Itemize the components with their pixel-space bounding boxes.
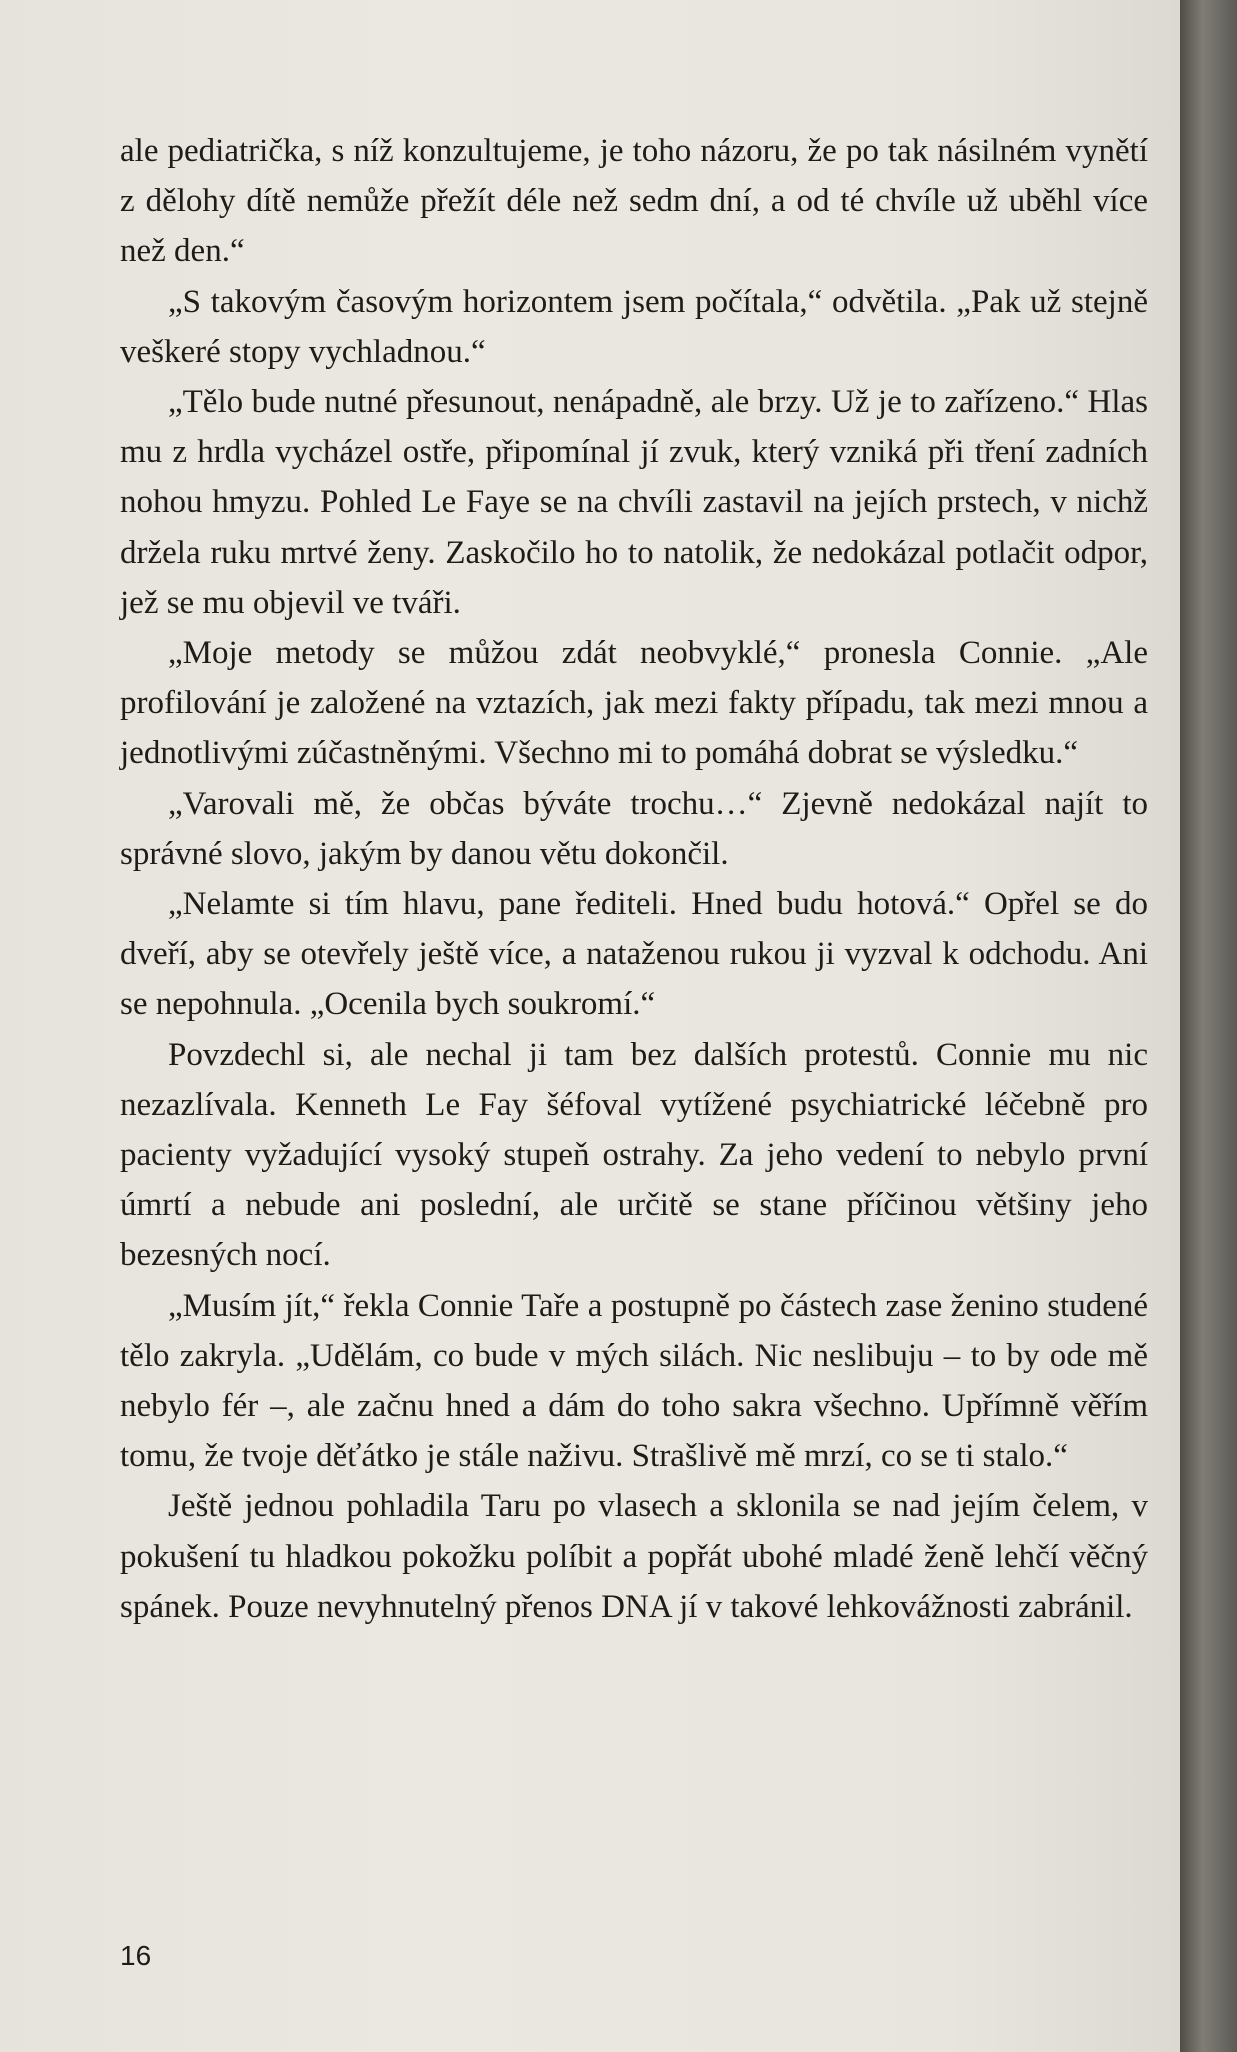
paragraph: Ještě jednou pohladila Taru po vlasech a sklonila se nad jejím čelem, v pokušení tu hladkou pokožku políbit a popřát ubohé mladé ženě lehčí věčný spánek. Pouze nevyhnutelný přenos DNA jí v takové lehkovážnosti zabránil. <box>120 1488 1148 1625</box>
paragraph: „Tělo bude nutné přesunout, nenápadně, ale brzy. Už je to zařízeno.“ Hlas mu z hrdla vycházel ostře, připomínal jí zvuk, který vzniká při tření zadních nohou hmyzu. Pohled Le Faye se na chvíli zastavil na jejích prstech, v nichž držela ruku mrtvé ženy. Zaskočilo ho to natolik, že nedokázal potlačit odpor, jež se mu objevil ve tváři. <box>120 384 1148 621</box>
body-text <box>120 126 1148 1632</box>
paragraph: „Varovali mě, že občas býváte trochu…“ Zjevně nedokázal najít to správné slovo, jakým by danou větu dokončil. <box>120 785 1148 872</box>
page-number: 16 <box>120 1940 152 1971</box>
book-gutter <box>1180 0 1237 2052</box>
paragraph: Povzdechl si, ale nechal ji tam bez dalších protestů. Connie mu nic nezazlívala. Kenneth Le Fay šéfoval vytížené psychiatrické léčebně pro pacienty vyžadující vysoký stupeň ostrahy. Za jeho vedení to nebylo první úmrtí a nebude ani poslední, ale určitě se stane příčinou většiny jeho bezesných nocí. <box>120 1036 1148 1274</box>
paragraph: „Nelamte si tím hlavu, pane řediteli. Hned budu hotová.“ Opřel se do dveří, aby se otevřely ještě více, a nataženou rukou ji vyzval k odchodu. Ani se nepohnula. „Ocenila bych soukromí.“ <box>120 886 1148 1023</box>
paragraph: „Musím jít,“ řekla Connie Taře a postupně po částech zase ženino studené tělo zakryla. „Udělám, co bude v mých silách. Nic neslibuju – to by ode mě nebylo fér –, ale začnu hned a dám do toho sakra všechno. Upřímně věřím tomu, že tvoje děťátko je stále naživu. Strašlivě mě mrzí, co se ti stalo.“ <box>120 1287 1148 1475</box>
paragraph: „S takovým časovým horizontem jsem počítala,“ odvětila. „Pak už stejně veškeré stopy vychladnou.“ <box>120 283 1148 370</box>
paragraph: „Moje metody se můžou zdát neobvyklé,“ pronesla Connie. „Ale profilování je založené na vztazích, jak mezi fakty případu, tak mezi mnou a jednotlivými zúčastněnými. Všechno mi to pomáhá dobrat se výsledku.“ <box>120 635 1148 772</box>
paragraph: ale pediatrička, s níž konzultujeme, je toho názoru, že po tak násilném vynětí z dělohy dítě nemůže přežít déle než sedm dní, a od té chvíle už uběhl více než den.“ <box>120 133 1148 270</box>
